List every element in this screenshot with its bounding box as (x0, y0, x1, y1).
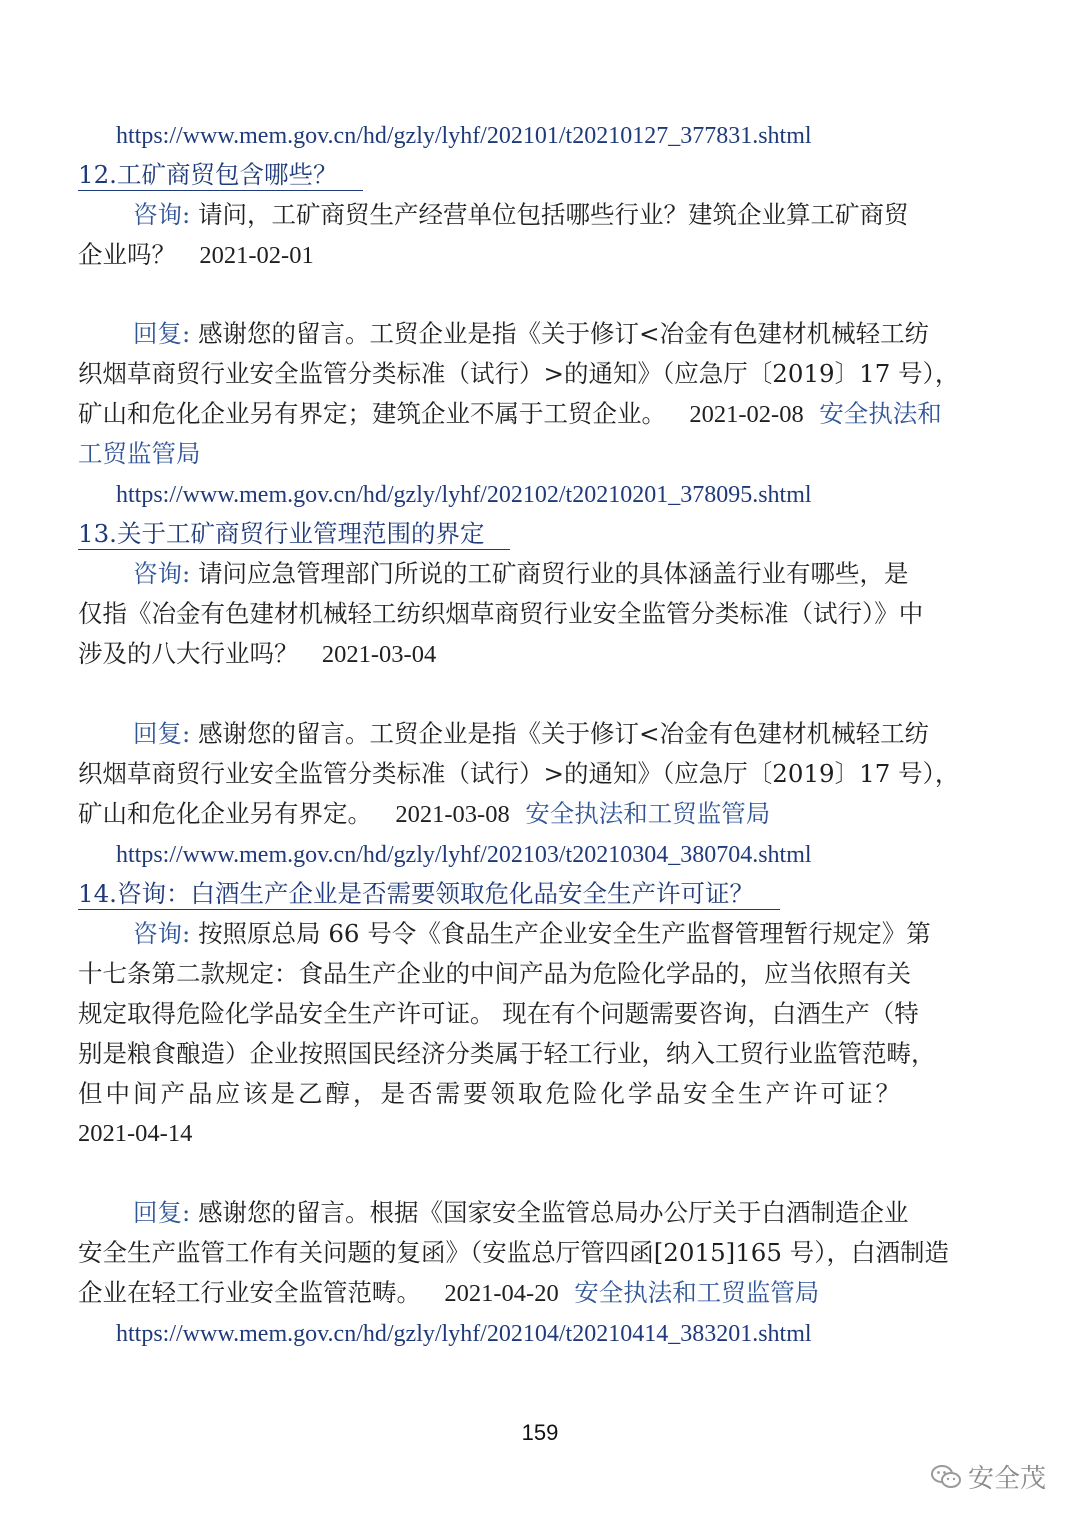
source-url[interactable]: https://www.mem.gov.cn/hd/gzly/lyhf/202104/t20210414_383201.shtml (116, 1321, 812, 1347)
question-date: 2021-04-14 (78, 1120, 193, 1147)
reply-date: 2021-03-08 (395, 801, 510, 828)
reply-text: 矿山和危化企业另有界定；建筑企业不属于工贸企业。 (78, 399, 666, 428)
reply-department: 安全执法和 (819, 399, 942, 428)
watermark-text: 安全茂 (968, 1464, 1047, 1494)
question-text: 规定取得危险化学品安全生产许可证。 现在有个问题需要咨询，白酒生产（特 (78, 999, 919, 1028)
reply-department: 工贸监管局 (78, 439, 201, 468)
reply-text: 企业在轻工行业安全监管范畴。 (78, 1278, 421, 1307)
reply-department: 安全执法和工贸监管局 (525, 799, 771, 828)
ask-label: 咨询 (133, 919, 182, 948)
reply-line: 回复: 感谢您的留言。根据《国家安全监管总局办公厅关于白酒制造企业 (133, 1198, 909, 1227)
reply-label: 回复 (133, 319, 182, 348)
source-url[interactable]: https://www.mem.gov.cn/hd/gzly/lyhf/202101/t20210127_377831.shtml (116, 123, 812, 149)
watermark (930, 1458, 1046, 1495)
reply-text: 感谢您的留言。工贸企业是指《关于修订<冶金有色建材机械轻工纺 (198, 719, 930, 748)
question-line: 咨询: 按照原总局 66 号令《食品生产企业安全生产监督管理暂行规定》第 (133, 919, 931, 948)
question-text: 请问应急管理部门所说的工矿商贸行业的具体涵盖行业有哪些，是 (198, 559, 909, 588)
reply-line: 回复: 感谢您的留言。工贸企业是指《关于修订<冶金有色建材机械轻工纺 (133, 719, 930, 748)
question-text: 企业吗？ (78, 240, 176, 269)
question-line: 咨询: 请问应急管理部门所说的工矿商贸行业的具体涵盖行业有哪些，是 (133, 559, 909, 588)
question-text: 十七条第二款规定：食品生产企业的中间产品为危险化学品的，应当依照有关 (78, 959, 911, 988)
question-date: 2021-03-04 (321, 641, 437, 668)
question-line (78, 1039, 936, 1069)
reply-text: 感谢您的留言。工贸企业是指《关于修订<冶金有色建材机械轻工纺 (198, 319, 930, 348)
reply-text: 感谢您的留言。根据《国家安全监管总局办公厅关于白酒制造企业 (198, 1198, 909, 1227)
reply-date: 2021-04-20 (444, 1280, 559, 1307)
question-text: 别是粮食酿造）企业按照国民经济分类属于轻工行业，纳入工贸行业监管范畴， (78, 1039, 936, 1068)
question-line (78, 240, 314, 271)
reply-line (78, 1278, 819, 1309)
question-line (78, 639, 436, 670)
section-heading-13 (78, 519, 510, 550)
reply-line (78, 759, 959, 789)
heading-text: 13.关于工矿商贸行业管理范围的界定 (78, 519, 510, 550)
question-text: 但中间产品应该是乙醇，是否需要领取危险化学品安全生产许可证？ (78, 1079, 903, 1108)
heading-text: 12.工矿商贸包含哪些？ (78, 160, 363, 191)
reply-line (78, 439, 201, 469)
reply-text: 织烟草商贸行业安全监管分类标准（试行）>的通知》（应急厅〔2019〕17 号）， (78, 359, 960, 388)
reply-line (78, 799, 770, 830)
reply-line: 回复: 感谢您的留言。工贸企业是指《关于修订<冶金有色建材机械轻工纺 (133, 319, 930, 348)
reply-department: 安全执法和工贸监管局 (574, 1278, 820, 1307)
section-heading-12 (78, 160, 363, 191)
reply-label: 回复 (133, 1198, 182, 1227)
question-line (78, 999, 919, 1029)
question-text: 请问，工矿商贸生产经营单位包括哪些行业？建筑企业算工矿商贸 (198, 200, 909, 229)
question-line (78, 599, 923, 629)
reply-text: 织烟草商贸行业安全监管分类标准（试行）>的通知》（应急厅〔2019〕17 号）， (78, 759, 960, 788)
heading-text: 14.咨询：白酒生产企业是否需要领取危化品安全生产许可证？ (78, 879, 780, 910)
reply-date: 2021-02-08 (689, 401, 804, 428)
ask-label: 咨询 (133, 200, 182, 229)
reply-text: 矿山和危化企业另有界定。 (78, 799, 372, 828)
reply-text: 安全生产监管工作有关问题的复函》（安监总厅管四函[2015]165 号），白酒制造 (78, 1238, 950, 1267)
question-line (78, 959, 911, 989)
question-text: 涉及的八大行业吗？ (78, 639, 299, 668)
wechat-icon (930, 1463, 962, 1491)
section-heading-14 (78, 879, 780, 910)
source-url[interactable]: https://www.mem.gov.cn/hd/gzly/lyhf/202102/t20210201_378095.shtml (116, 482, 812, 508)
ask-label: 咨询 (133, 559, 182, 588)
page-number: 159 (521, 1420, 559, 1445)
question-date: 2021-02-01 (199, 242, 314, 269)
question-line (78, 1079, 903, 1109)
reply-line (78, 1238, 949, 1268)
reply-line (78, 399, 942, 430)
question-text: 仅指《冶金有色建材机械轻工纺织烟草商贸行业安全监管分类标准（试行）》中 (78, 599, 924, 628)
question-text: 按照原总局 66 号令《食品生产企业安全生产监督管理暂行规定》第 (198, 919, 931, 948)
reply-line (78, 359, 959, 389)
source-url[interactable]: https://www.mem.gov.cn/hd/gzly/lyhf/202103/t20210304_380704.shtml (116, 842, 812, 868)
question-line: 咨询: 请问，工矿商贸生产经营单位包括哪些行业？建筑企业算工矿商贸 (133, 200, 909, 229)
reply-label: 回复 (133, 719, 182, 748)
